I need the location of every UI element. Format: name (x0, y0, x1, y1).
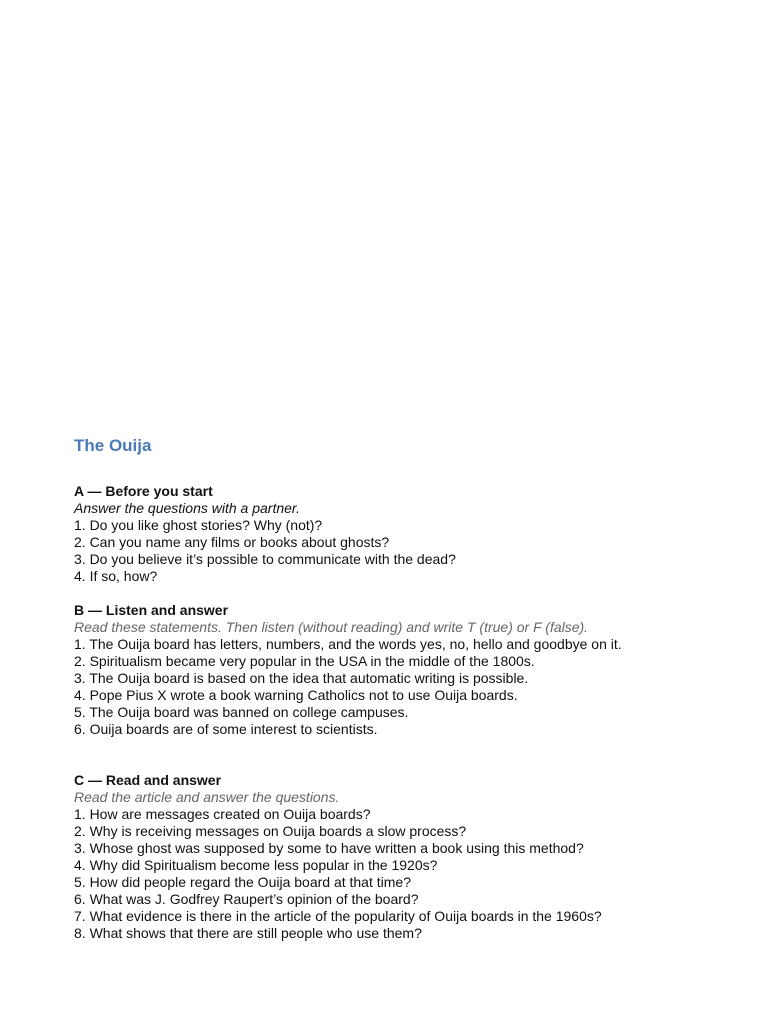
page-title: The Ouija (74, 436, 152, 455)
list-item: 4. If so, how? (74, 568, 158, 584)
section-instruction: Read the article and answer the questions. (74, 789, 340, 805)
section-read-and-answer (74, 772, 694, 942)
list-item: 3. Do you believe it’s possible to communicate with the dead? (74, 551, 456, 567)
section-instruction: Read these statements. Then listen (without reading) and write T (true) or F (false). (74, 619, 589, 635)
list-item: 5. How did people regard the Ouija board at that time? (74, 874, 411, 890)
section-listen-and-answer (74, 602, 694, 738)
list-item: 1. The Ouija board has letters, numbers, and the words yes, no, hello and goodbye on it. (74, 636, 622, 652)
list-item: 1. Do you like ghost stories? Why (not)? (74, 517, 323, 533)
list-item: 5. The Ouija board was banned on college campuses. (74, 704, 409, 720)
question-list (74, 517, 694, 585)
list-item: 6. What was J. Godfrey Raupert’s opinion of the board? (74, 891, 419, 907)
section-instruction: Answer the questions with a partner. (74, 500, 300, 516)
section-heading: B — Listen and answer (74, 602, 229, 618)
statement-list (74, 636, 694, 738)
list-item: 7. What evidence is there in the article of the popularity of Ouija boards in the 1960s? (74, 908, 602, 924)
list-item: 4. Pope Pius X wrote a book warning Catholics not to use Ouija boards. (74, 687, 518, 703)
section-before-you-start (74, 483, 694, 585)
section-heading: C — Read and answer (74, 772, 222, 788)
question-list (74, 806, 694, 942)
list-item: 2. Spiritualism became very popular in the USA in the middle of the 1800s. (74, 653, 535, 669)
list-item: 8. What shows that there are still people who use them? (74, 925, 422, 941)
list-item: 4. Why did Spiritualism become less popular in the 1920s? (74, 857, 438, 873)
list-item: 3. The Ouija board is based on the idea that automatic writing is possible. (74, 670, 529, 686)
list-item: 1. How are messages created on Ouija boards? (74, 806, 371, 822)
list-item: 6. Ouija boards are of some interest to scientists. (74, 721, 378, 737)
list-item: 2. Can you name any films or books about ghosts? (74, 534, 390, 550)
section-heading: A — Before you start (74, 483, 213, 499)
list-item: 3. Whose ghost was supposed by some to have written a book using this method? (74, 840, 584, 856)
list-item: 2. Why is receiving messages on Ouija boards a slow process? (74, 823, 467, 839)
